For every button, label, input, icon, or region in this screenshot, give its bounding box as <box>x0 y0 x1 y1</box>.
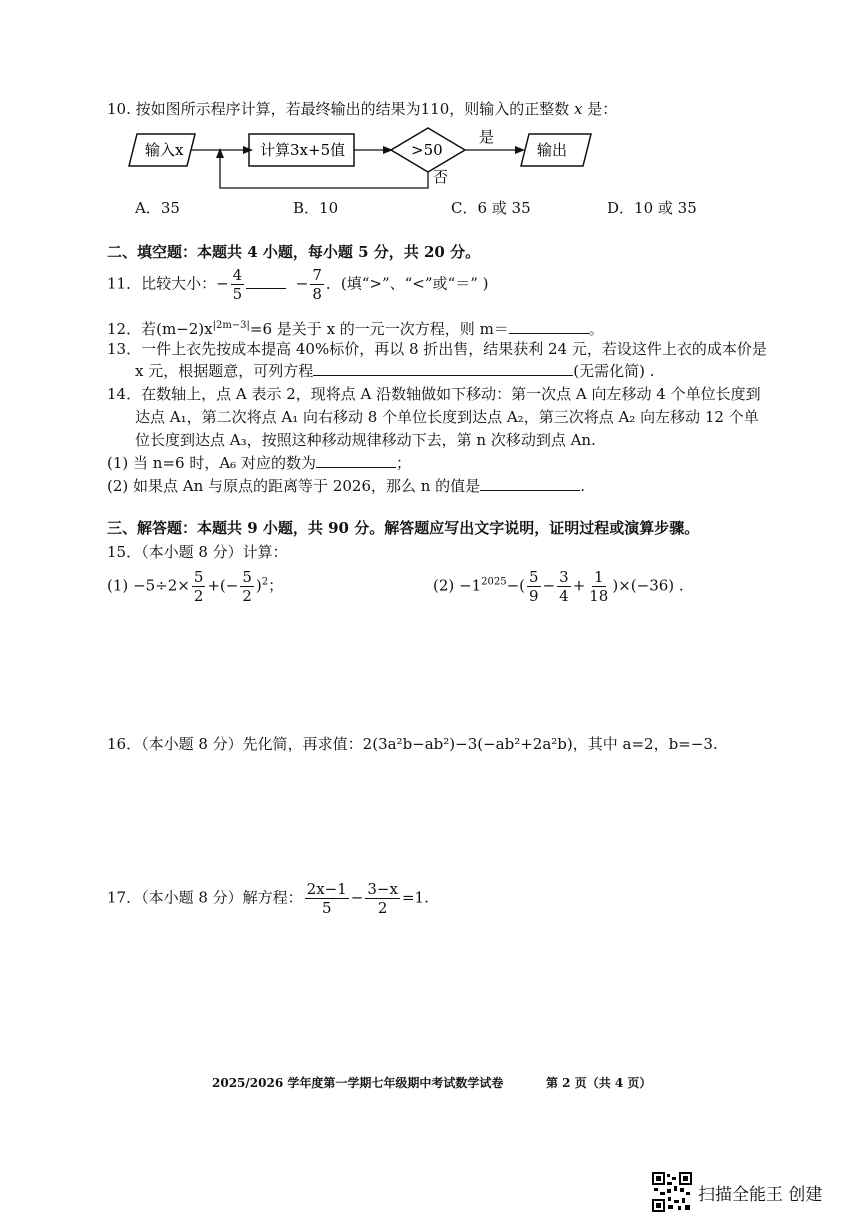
q10-option-c: C．6 或 35 <box>451 199 531 217</box>
flow-no-label: 否 <box>433 168 449 186</box>
q13-line1: 13．一件上衣先按成本提高 40%标价，再以 8 折出售，结果获利 24 元，若设这件上衣的成本价是 <box>107 340 767 358</box>
q13-answer-blank[interactable] <box>313 361 573 376</box>
q15-title: 15．（本小题 8 分）计算： <box>107 543 288 561</box>
footer-title: 2025/2026 学年度第一学期七年级期中考试数学试卷 <box>212 1076 504 1090</box>
q16: 16．（本小题 8 分）先化简，再求值：2(3a²b−ab²)−3(−ab²+2a²b)，其中 a=2，b=−3. <box>107 735 718 753</box>
section2-title: 二、填空题：本题共 4 小题，每小题 5 分，共 20 分。 <box>107 243 481 261</box>
flow-output-label: 输出 <box>537 141 568 159</box>
q10-option-d: D．10 或 35 <box>607 199 697 217</box>
flow-compare-label: >50 <box>411 141 443 159</box>
qr-code-icon <box>652 1172 692 1212</box>
watermark-text: 扫描全能王 创建 <box>698 1185 823 1205</box>
q17: 17．（本小题 8 分）解方程： $\frac{2x-1}{5}$ − $\frac{3-x}{2}$ =1. <box>107 880 429 917</box>
q10-stem: 10. 按如图所示程序计算，若最终输出的结果为110，则输入的正整数 x 是： <box>107 100 618 118</box>
flow-compute-label: 计算3x+5值 <box>260 141 346 159</box>
q11-answer-blank[interactable] <box>246 274 286 289</box>
q14-sub2-answer-blank[interactable] <box>480 476 580 491</box>
q14-sub2: (2) 如果点 An 与原点的距离等于 2026，那么 n 的值是 . <box>107 477 585 495</box>
q15-part2: $(2) -1^{2025}-$( $\frac{5}{9}$ − $\frac{3}{4}$ + $\frac{1}{18}$ )×(−36) . <box>433 568 684 605</box>
q12-answer-blank[interactable] <box>509 319 589 334</box>
flow-input-label: 输入x <box>145 141 184 159</box>
q12: 12．若$(m-2)x^{|2m-3|}=6$ 是关于 x 的一元一次方程，则 m＝ 。 <box>107 320 604 338</box>
q14-sub1: (1) 当 n=6 时，A₆ 对应的数为 ； <box>107 454 411 472</box>
q15-part1: (1) −5÷2× $\frac{5}{2}$ +(− $\frac{5}{2}$ )$^2$； <box>107 568 284 605</box>
q14-line1: 14．在数轴上，点 A 表示 2，现将点 A 沿数轴做如下移动：第一次点 A 向左移动 4 个单位长度到 <box>107 385 761 403</box>
q10-flowchart <box>125 126 605 196</box>
q10-option-b: B．10 <box>293 199 339 217</box>
section3-title: 三、解答题：本题共 9 小题，共 90 分。解答题应写出文字说明，证明过程或演算步骤。 <box>107 519 700 537</box>
q14-sub1-answer-blank[interactable] <box>316 453 396 468</box>
q13-line2: x 元，根据题意，可列方程 (无需化简) . <box>135 362 655 380</box>
q10-option-a: A．35 <box>135 199 180 217</box>
footer-page-number: 第 2 页（共 4 页） <box>546 1076 652 1090</box>
flow-yes-label: 是 <box>479 128 495 146</box>
q14-line3: 位长度到达点 A₃，按照这种移动规律移动下去，第 n 次移动到点 An. <box>135 431 596 449</box>
q11: 11．比较大小：− $\frac{4}{5}$ − $\frac{7}{8}$ ．(填“>”、“<”或“＝” ) <box>107 266 489 303</box>
q14-line2: 达点 A₁，第二次将点 A₁ 向右移动 8 个单位长度到达点 A₂，第三次将点 A₂ 向左移动 12 个单 <box>135 408 759 426</box>
